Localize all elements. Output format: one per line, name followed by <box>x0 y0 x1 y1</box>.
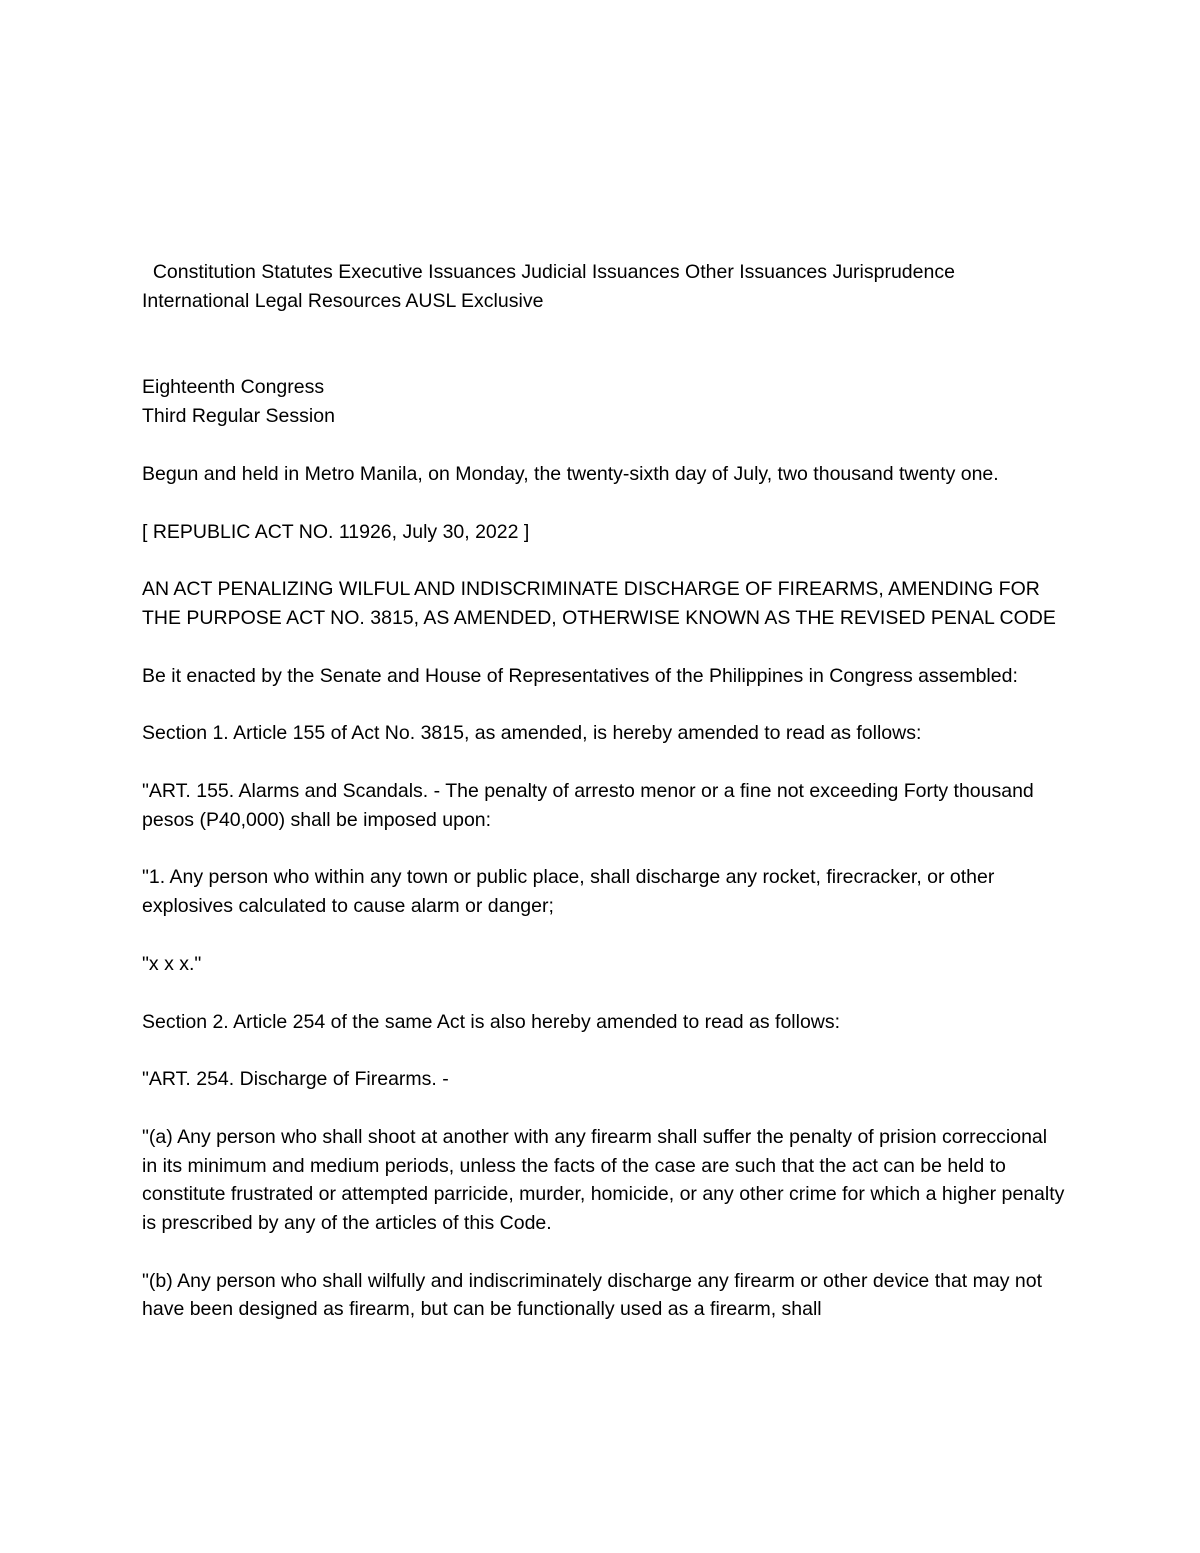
congress-name: Eighteenth Congress <box>142 376 325 399</box>
section-2: Section 2. Article 254 of the same Act is also hereby amended to read as follows: <box>142 1010 841 1033</box>
article-254-paragraph-b: "(b) Any person who shall wilfully and indiscriminately discharge any firearm or other device that may not have been designed as firearm, but can be functionally used as a firearm, shall <box>142 1269 1048 1321</box>
act-title: AN ACT PENALIZING WILFUL AND INDISCRIMINATE DISCHARGE OF FIREARMS, AMENDING FOR THE PURPOSE ACT NO. 3815, AS AMENDED, OTHERWISE KNOWN AS THE REVISED PENAL CODE <box>142 578 1056 629</box>
enacting-clause: Be it enacted by the Senate and House of Representatives of the Philippines in Congress assembled: <box>142 664 1018 687</box>
document-page <box>142 258 1070 1324</box>
article-254: "ART. 254. Discharge of Firearms. - <box>142 1068 449 1091</box>
article-155-item-1: "1. Any person who within any town or public place, shall discharge any rocket, firecracker, or other explosives calculated to cause alarm or danger; <box>142 866 1000 918</box>
section-1: Section 1. Article 155 of Act No. 3815, as amended, is hereby amended to read as follows: <box>142 722 922 745</box>
article-254-paragraph-a: "(a) Any person who shall shoot at another with any firearm shall suffer the penalty of prision correccional in its minimum and medium periods, unless the facts of the case are such that the act can be held to constitute frustrated or attempted parricide, murder, homicide, or any other crime for which a higher penalty is prescribed by any of the articles of this Code. <box>142 1125 1070 1235</box>
article-155-omission: "x x x." <box>142 952 202 975</box>
congress-header <box>142 373 1067 430</box>
article-155: "ART. 155. Alarms and Scandals. - The penalty of arresto menor or a fine not exceeding Forty thousand pesos (P40,000) shall be imposed upon: <box>142 780 1040 831</box>
nav-line-2: International Legal Resources AUSL Exclusive <box>142 289 544 312</box>
act-number: [ REPUBLIC ACT NO. 11926, July 30, 2022 ] <box>142 520 530 543</box>
nav-line-1: Constitution Statutes Executive Issuances Judicial Issuances Other Issuances Jurisprudence <box>142 261 955 283</box>
site-navigation-text <box>142 258 1067 315</box>
session-name: Third Regular Session <box>142 405 335 428</box>
intro-paragraph: Begun and held in Metro Manila, on Monday, the twenty-sixth day of July, two thousand twenty one. <box>142 462 999 485</box>
